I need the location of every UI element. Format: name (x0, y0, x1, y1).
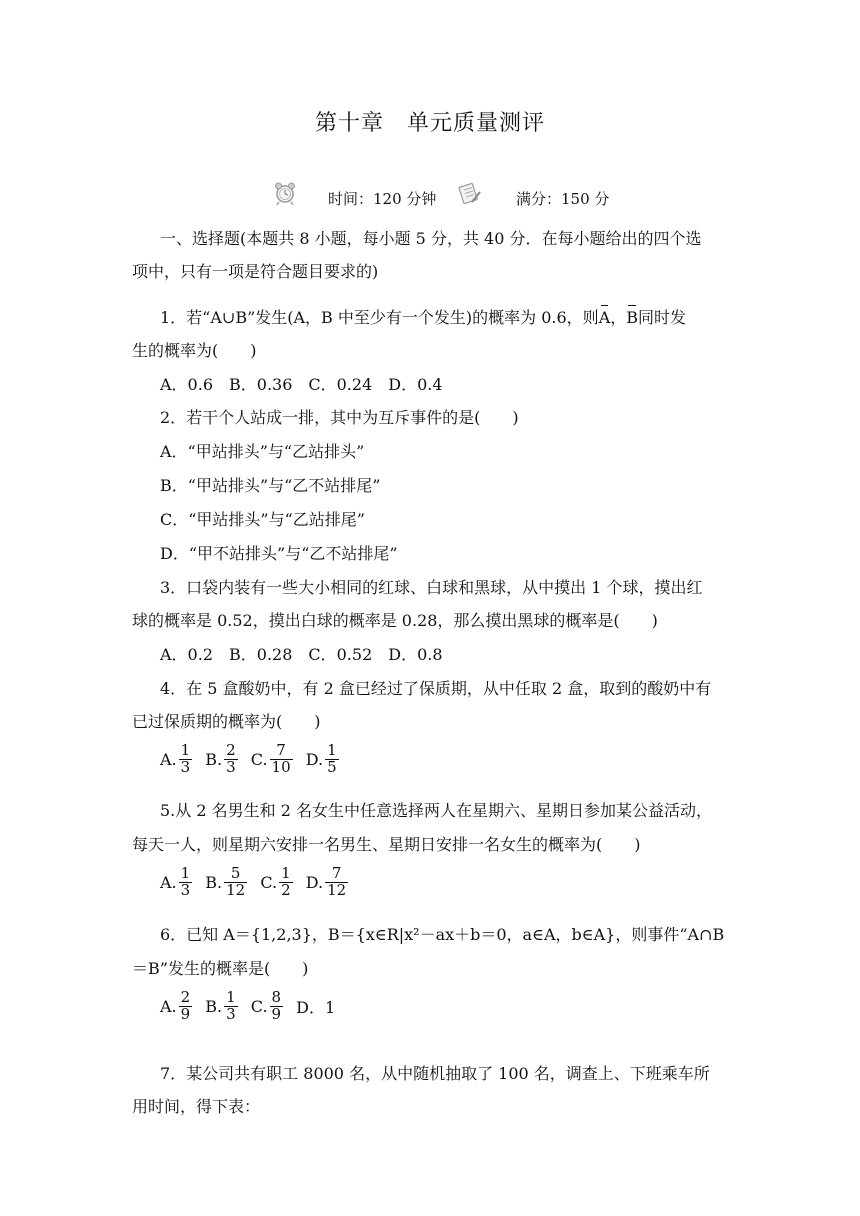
q6-option-d (296, 995, 335, 1018)
q5-option-d (306, 866, 350, 899)
q1-stem-line2: 生的概率为( ) (132, 341, 257, 360)
option-label: D. (305, 749, 324, 769)
q4-stem-line1: 4．在 5 盒酸奶中，有 2 盒已经过了保质期，从中任取 2 盒，取到的酸奶中有 (160, 679, 712, 698)
option-label: D. (305, 872, 324, 892)
q6-options (160, 990, 341, 1023)
q5-options (160, 866, 356, 899)
q1-separator: ， (610, 308, 627, 327)
q5-option-a (160, 866, 194, 899)
denominator: 3 (180, 880, 191, 899)
q5-option-c (260, 866, 294, 899)
denominator: 12 (226, 880, 246, 899)
q2-stem: 2．若干个人站成一排，其中为互斥事件的是( ) (160, 408, 519, 427)
numerator: 7 (331, 864, 342, 882)
numerator: 1 (180, 741, 191, 759)
fraction (179, 990, 193, 1023)
q3-options: A．0.2 B．0.28 C．0.52 D．0.8 (160, 645, 443, 664)
fraction (224, 990, 238, 1023)
fraction (224, 743, 238, 776)
q2-option-b: B．“甲站排头”与“乙不站排尾” (160, 476, 381, 495)
fraction (270, 743, 293, 776)
q1-stem-line1 (160, 305, 686, 328)
q4-option-c (251, 743, 295, 776)
q6-option-b (205, 990, 239, 1023)
alarm-clock-icon (274, 180, 296, 210)
q4-option-b (205, 743, 239, 776)
time-limit: 时间：120 分钟 (328, 190, 437, 208)
fraction (270, 990, 284, 1023)
option-label: D．1 (296, 997, 336, 1017)
option-label: C. (260, 872, 278, 892)
q4-option-a (160, 743, 194, 776)
option-label: B. (205, 749, 223, 769)
fraction (179, 866, 193, 899)
q5-stem-line2: 每天一人，则星期六安排一名男生、星期日安排一名女生的概率为( ) (132, 835, 641, 854)
q4-stem-line2: 已过保质期的概率为( ) (132, 712, 321, 731)
q2-option-d: D．“甲不站排头”与“乙不站排尾” (160, 544, 398, 563)
option-label: A. (160, 872, 177, 892)
numerator: 7 (276, 741, 286, 759)
denominator: 2 (281, 880, 291, 899)
q2-option-a: A．“甲站排头”与“乙站排头” (160, 442, 365, 461)
q3-stem-line2: 球的概率是 0.52，摸出白球的概率是 0.28，那么摸出黑球的概率是( ) (132, 611, 658, 630)
b-complement: B (626, 308, 639, 327)
denominator: 3 (180, 757, 191, 776)
numerator: 2 (226, 741, 236, 759)
q1-stem-tail: 同时发 (638, 308, 687, 327)
denominator: 10 (271, 757, 291, 776)
q1-options: A．0.6 B．0.36 C．0.24 D．0.4 (160, 375, 443, 394)
fraction (325, 743, 339, 776)
numerator: 2 (180, 988, 191, 1006)
a-complement: A (598, 308, 611, 327)
numerator: 5 (230, 864, 241, 882)
q6-option-a (160, 990, 194, 1023)
q3-stem-line1: 3．口袋内装有一些大小相同的红球、白球和黑球，从中摸出 1 个球，摸出红 (160, 578, 703, 597)
q2-option-c: C．“甲站排头”与“乙站排尾” (160, 510, 365, 529)
denominator: 3 (226, 757, 236, 776)
denominator: 9 (271, 1004, 282, 1023)
numerator: 8 (271, 988, 282, 1006)
option-label: C. (250, 996, 268, 1016)
numerator: 1 (327, 741, 337, 759)
option-label: B. (205, 872, 223, 892)
section-heading-line2: 项中，只有一项是符合题目要求的) (132, 262, 379, 281)
option-label: A. (160, 996, 177, 1016)
numerator: 1 (226, 988, 236, 1006)
numerator: 1 (180, 864, 191, 882)
denominator: 12 (327, 880, 347, 899)
paper-pencil-icon (458, 180, 482, 210)
numerator: 1 (281, 864, 291, 882)
option-label: A. (160, 749, 177, 769)
fraction (279, 866, 293, 899)
denominator: 3 (226, 1004, 236, 1023)
denominator: 9 (180, 1004, 191, 1023)
q6-stem-line2: ＝B”发生的概率是( ) (132, 959, 309, 978)
full-score: 满分：150 分 (516, 190, 610, 208)
q5-option-b (205, 866, 249, 899)
fraction (325, 866, 348, 899)
q4-options (160, 743, 347, 776)
q1-stem-text: 1．若“A∪B”发生(A，B 中至少有一个发生)的概率为 0.6，则 (160, 308, 599, 327)
fraction (179, 743, 193, 776)
exam-meta (270, 182, 670, 212)
option-label: C. (250, 749, 268, 769)
denominator: 5 (327, 757, 337, 776)
fraction (224, 866, 247, 899)
q6-stem-line1: 6．已知 A＝{1,2,3}，B＝{x∈R|x²－ax＋b＝0，a∈A，b∈A}，则事件“A∩B (160, 925, 725, 944)
q7-stem-line1: 7．某公司共有职工 8000 名，从中随机抽取了 100 名，调查上、下班乘车所 (160, 1064, 710, 1083)
q4-option-d (306, 743, 341, 776)
section-heading-line1: 一、选择题(本题共 8 小题，每小题 5 分，共 40 分．在每小题给出的四个选 (160, 229, 702, 248)
q5-stem-line1: 5.从 2 名男生和 2 名女生中任意选择两人在星期六、星期日参加某公益活动， (160, 801, 712, 820)
q6-option-c (251, 990, 285, 1023)
option-label: B. (205, 996, 223, 1016)
q7-stem-line2: 用时间，得下表： (132, 1097, 261, 1116)
page-title: 第十章 单元质量测评 (314, 111, 545, 136)
